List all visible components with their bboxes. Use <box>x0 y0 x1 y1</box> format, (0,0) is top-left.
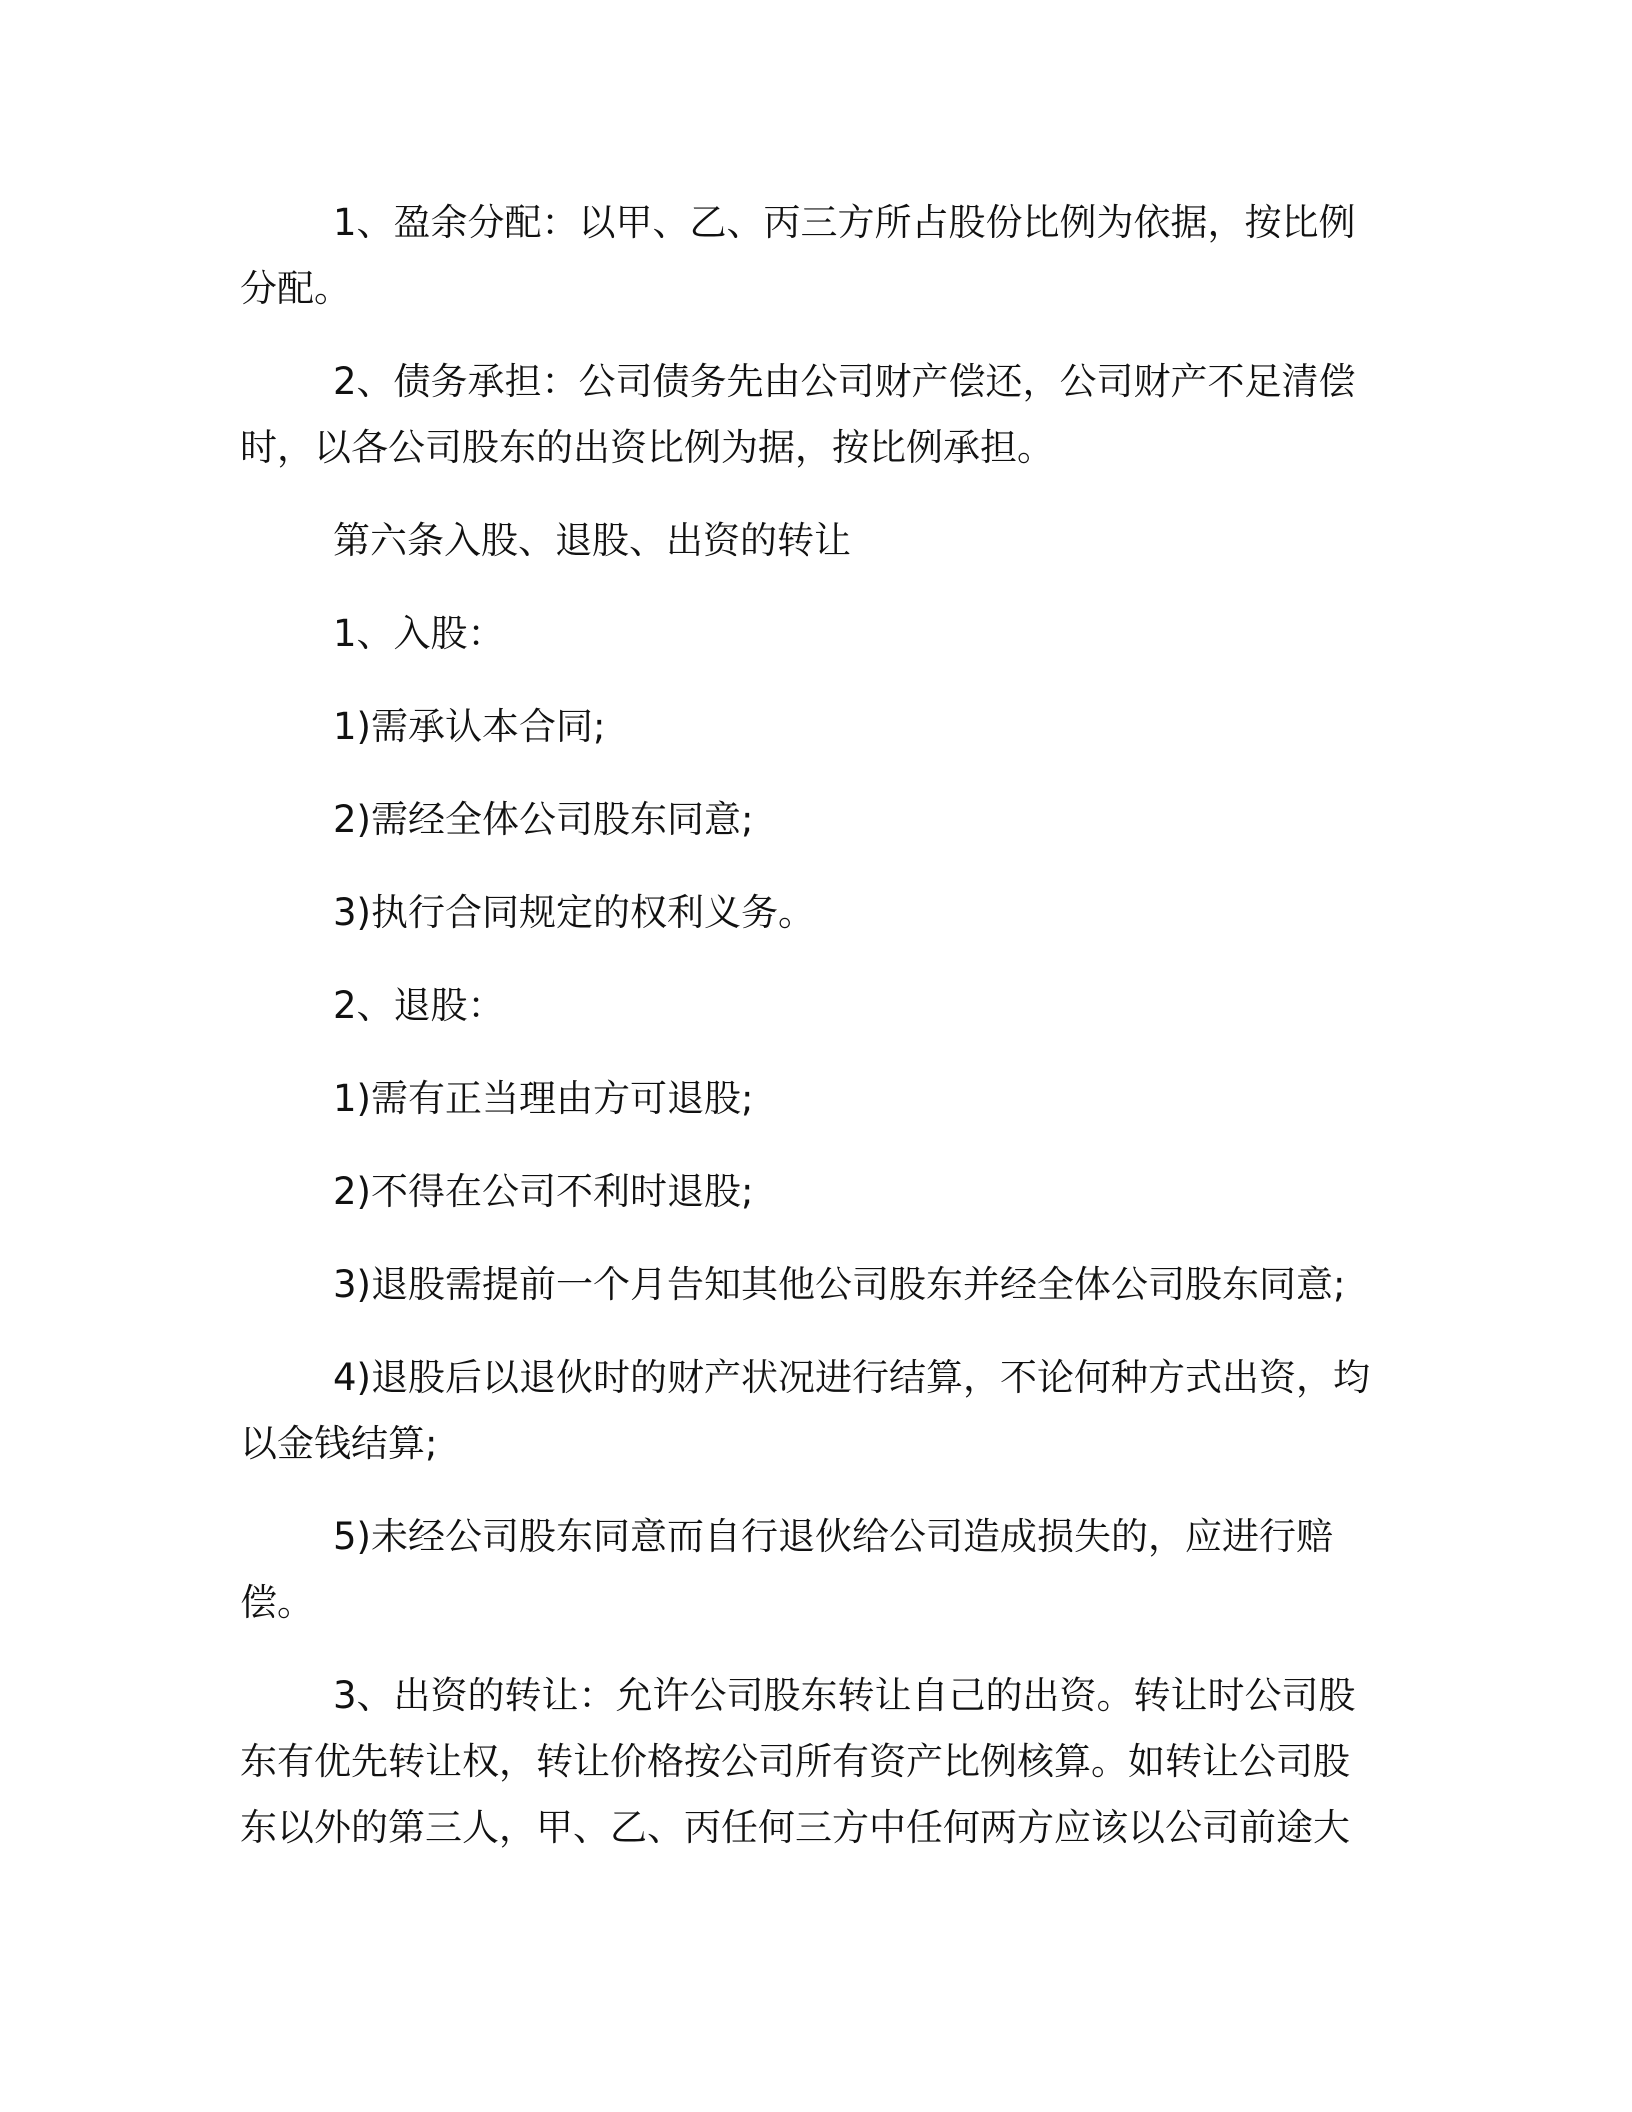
paragraph-joining-heading: 1、入股： <box>333 612 505 655</box>
list-item-withdrawal-3: 3)退股需提前一个月告知其他公司股东并经全体公司股东同意; <box>333 1263 1346 1306</box>
list-item-joining-3: 3)执行合同规定的权利义务。 <box>333 891 815 934</box>
paragraph-profit-distribution: 1、盈余分配：以甲、乙、丙三方所占股份比例为依据，按比例分配。 <box>240 201 1356 310</box>
paragraph-debt-bearing: 2、债务承担：公司债务先由公司财产偿还，公司财产不足清偿时，以各公司股东的出资比例为据，按比例承担。 <box>240 360 1356 469</box>
list-item-withdrawal-1: 1)需有正当理由方可退股; <box>333 1077 754 1120</box>
list-item-withdrawal-5: 5)未经公司股东同意而自行退伙给公司造成损失的，应进行赔偿。 <box>240 1515 1333 1624</box>
list-item-withdrawal-4: 4)退股后以退伙时的财产状况进行结算，不论何种方式出资，均以金钱结算; <box>240 1356 1370 1465</box>
list-item-joining-1: 1)需承认本合同; <box>333 705 606 748</box>
paragraph-capital-transfer: 3、出资的转让：允许公司股东转让自己的出资。转让时公司股东有优先转让权，转让价格按公司所有资产比例核算。如转让公司股东以外的第三人，甲、乙、丙任何三方中任何两方应该以公司前途大 <box>240 1674 1356 1849</box>
paragraph-withdrawal-heading: 2、退股： <box>333 984 505 1027</box>
list-item-withdrawal-2: 2)不得在公司不利时退股; <box>333 1170 754 1213</box>
document-page <box>240 190 1380 1888</box>
section-heading-article-6: 第六条入股、退股、出资的转让 <box>333 519 851 562</box>
list-item-joining-2: 2)需经全体公司股东同意; <box>333 798 754 841</box>
